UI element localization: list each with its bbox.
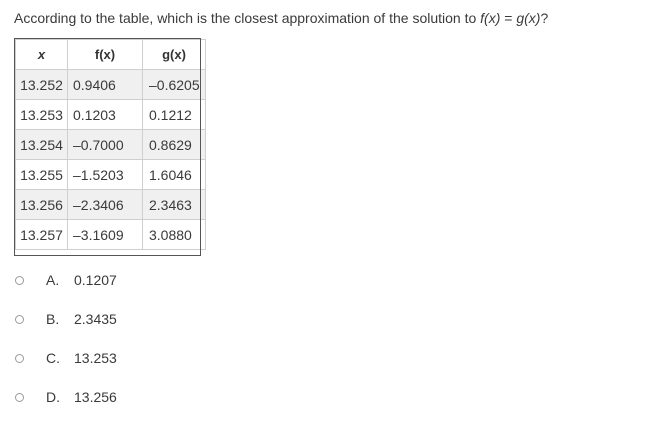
choice-a[interactable]: [14, 271, 117, 289]
header-x: x: [16, 40, 68, 70]
choice-b[interactable]: [14, 310, 117, 328]
radio-button-icon[interactable]: [15, 276, 24, 285]
choice-d[interactable]: [14, 388, 117, 406]
cell-x: 13.256: [16, 190, 68, 220]
cell-x: 13.253: [16, 100, 68, 130]
table-header-row: [16, 40, 206, 70]
cell-fx: 0.1203: [68, 100, 143, 130]
radio-button-icon[interactable]: [15, 354, 24, 363]
choice-letter: B.: [46, 311, 60, 327]
radio-button-icon[interactable]: [15, 393, 24, 402]
choice-c[interactable]: [14, 349, 117, 367]
cell-gx: 1.6046: [143, 160, 206, 190]
question-text: [14, 9, 548, 27]
cell-gx: 2.3463: [143, 190, 206, 220]
choice-letter: A.: [46, 272, 60, 288]
cell-gx: 0.8629: [143, 130, 206, 160]
table-row: [16, 130, 206, 160]
question-fx: f(x): [480, 10, 501, 26]
choice-letter: C.: [46, 350, 60, 366]
cell-fx: –1.5203: [68, 160, 143, 190]
cell-x: 13.255: [16, 160, 68, 190]
table-row: [16, 190, 206, 220]
radio-button-icon[interactable]: [15, 315, 24, 324]
table-row: [16, 70, 206, 100]
cell-x: 13.257: [16, 220, 68, 250]
question-suffix: ?: [540, 10, 549, 26]
cell-gx: –0.6205: [143, 70, 206, 100]
cell-fx: –2.3406: [68, 190, 143, 220]
header-gx: g(x): [143, 40, 206, 70]
cell-gx: 3.0880: [143, 220, 206, 250]
cell-x: 13.252: [16, 70, 68, 100]
question-gx: g(x): [516, 10, 541, 26]
cell-gx: 0.1212: [143, 100, 206, 130]
table-row: [16, 160, 206, 190]
choice-value: 13.253: [74, 350, 117, 366]
choice-letter: D.: [46, 389, 60, 405]
choice-value: 0.1207: [74, 272, 117, 288]
table-row: [16, 220, 206, 250]
question-prefix: According to the table, which is the closest approximation of the solution to: [14, 10, 481, 26]
choice-value: 13.256: [74, 389, 117, 405]
values-table: [15, 39, 206, 250]
cell-x: 13.254: [16, 130, 68, 160]
cell-fx: –3.1609: [68, 220, 143, 250]
cell-fx: –0.7000: [68, 130, 143, 160]
choice-value: 2.3435: [74, 311, 117, 327]
table-row: [16, 100, 206, 130]
cell-fx: 0.9406: [68, 70, 143, 100]
header-fx: f(x): [68, 40, 143, 70]
question-equals: =: [500, 10, 517, 26]
